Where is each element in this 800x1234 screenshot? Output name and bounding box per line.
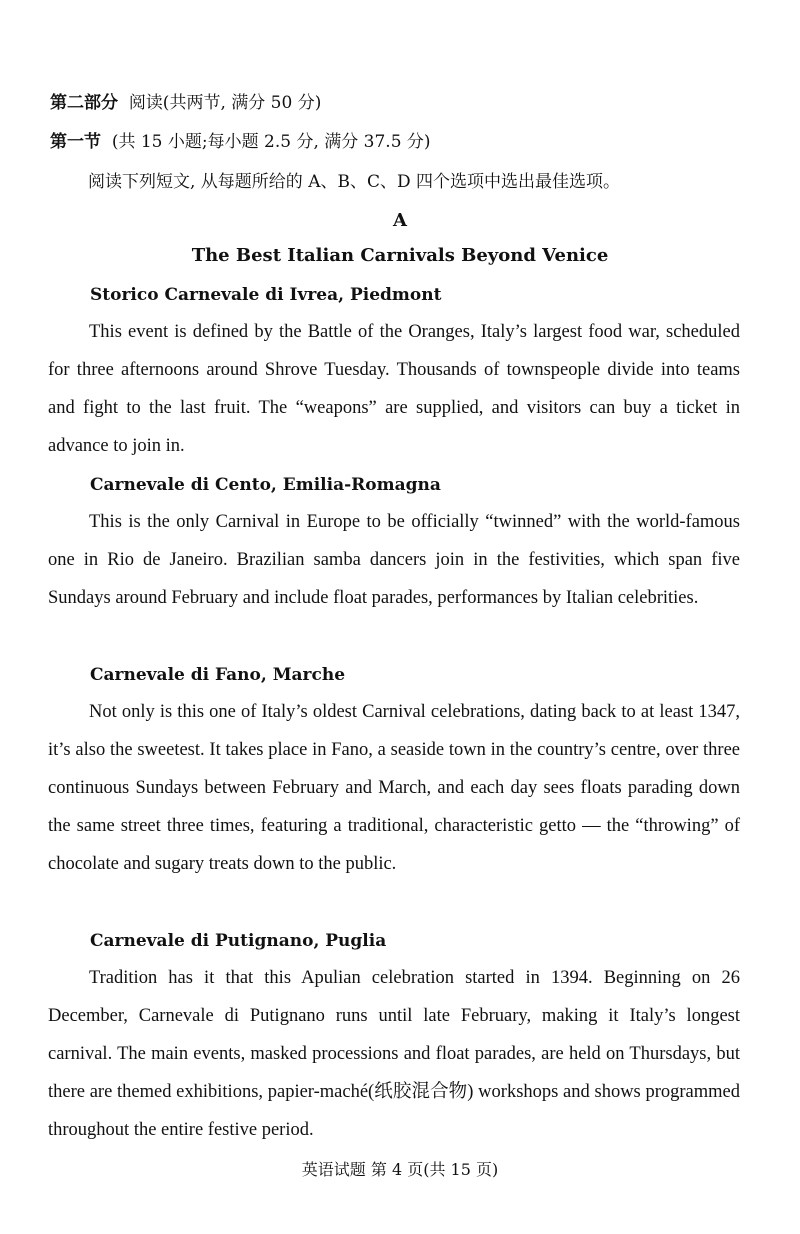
section-heading: Carnevale di Cento, Emilia-Romagna	[90, 475, 441, 495]
section-heading: Carnevale di Putignano, Puglia	[90, 931, 387, 951]
part-header	[50, 92, 321, 114]
section-paragraph: Not only is this one of Italy’s oldest Carnival celebrations, dating back to at least 1347, it’s also the sweetest. It takes place in Fano, a seaside town in the country’s centre, over three continuous Sundays between February and March, and each day sees floats parading down the same street three times, featuring a traditional, characteristic getto — the “throwing” of chocolate and sugary treats down to the public.	[48, 702, 740, 874]
section-paragraph: This is the only Carnival in Europe to be officially “twinned” with the world-famous one in Rio de Janeiro. Brazilian samba dancers join in the festivities, which span five Sundays around February and include float parades, performances by Italian celebrities.	[48, 512, 740, 608]
part-title: 第二部分	[50, 93, 118, 113]
section-heading: Storico Carnevale di Ivrea, Piedmont	[90, 285, 442, 305]
section-description: (共 15 小题;每小题 2.5 分, 满分 37.5 分)	[111, 132, 431, 152]
section-paragraph: Tradition has it that this Apulian celebration started in 1394. Beginning on 26 December, Carnevale di Putignano runs until late February, making it Italy’s longest carnival. The main events, masked processions and float parades, are held on Thursdays, but there are themed exhibitions, papier-maché(纸胶混合物) workshops and shows programmed throughout the entire festive period.	[48, 968, 740, 1140]
section-paragraph: This event is defined by the Battle of the Oranges, Italy’s largest food war, scheduled for three afternoons around Shrove Tuesday. Thousands of townspeople divide into teams and fight to the last fruit. The “weapons” are supplied, and visitors can buy a ticket in advance to join in.	[48, 322, 740, 456]
section-title: 第一节	[50, 132, 101, 152]
section-heading: Carnevale di Fano, Marche	[90, 665, 346, 685]
passage-label: A	[393, 210, 407, 231]
part-description: 阅读(共两节, 满分 50 分)	[128, 93, 322, 113]
passage-title: The Best Italian Carnivals Beyond Venice	[191, 245, 609, 266]
instruction: 阅读下列短文, 从每题所给的 A、B、C、D 四个选项中选出最佳选项。	[88, 172, 621, 192]
page-footer: 英语试题 第 4 页(共 15 页)	[301, 1160, 499, 1179]
section-header	[50, 131, 431, 153]
